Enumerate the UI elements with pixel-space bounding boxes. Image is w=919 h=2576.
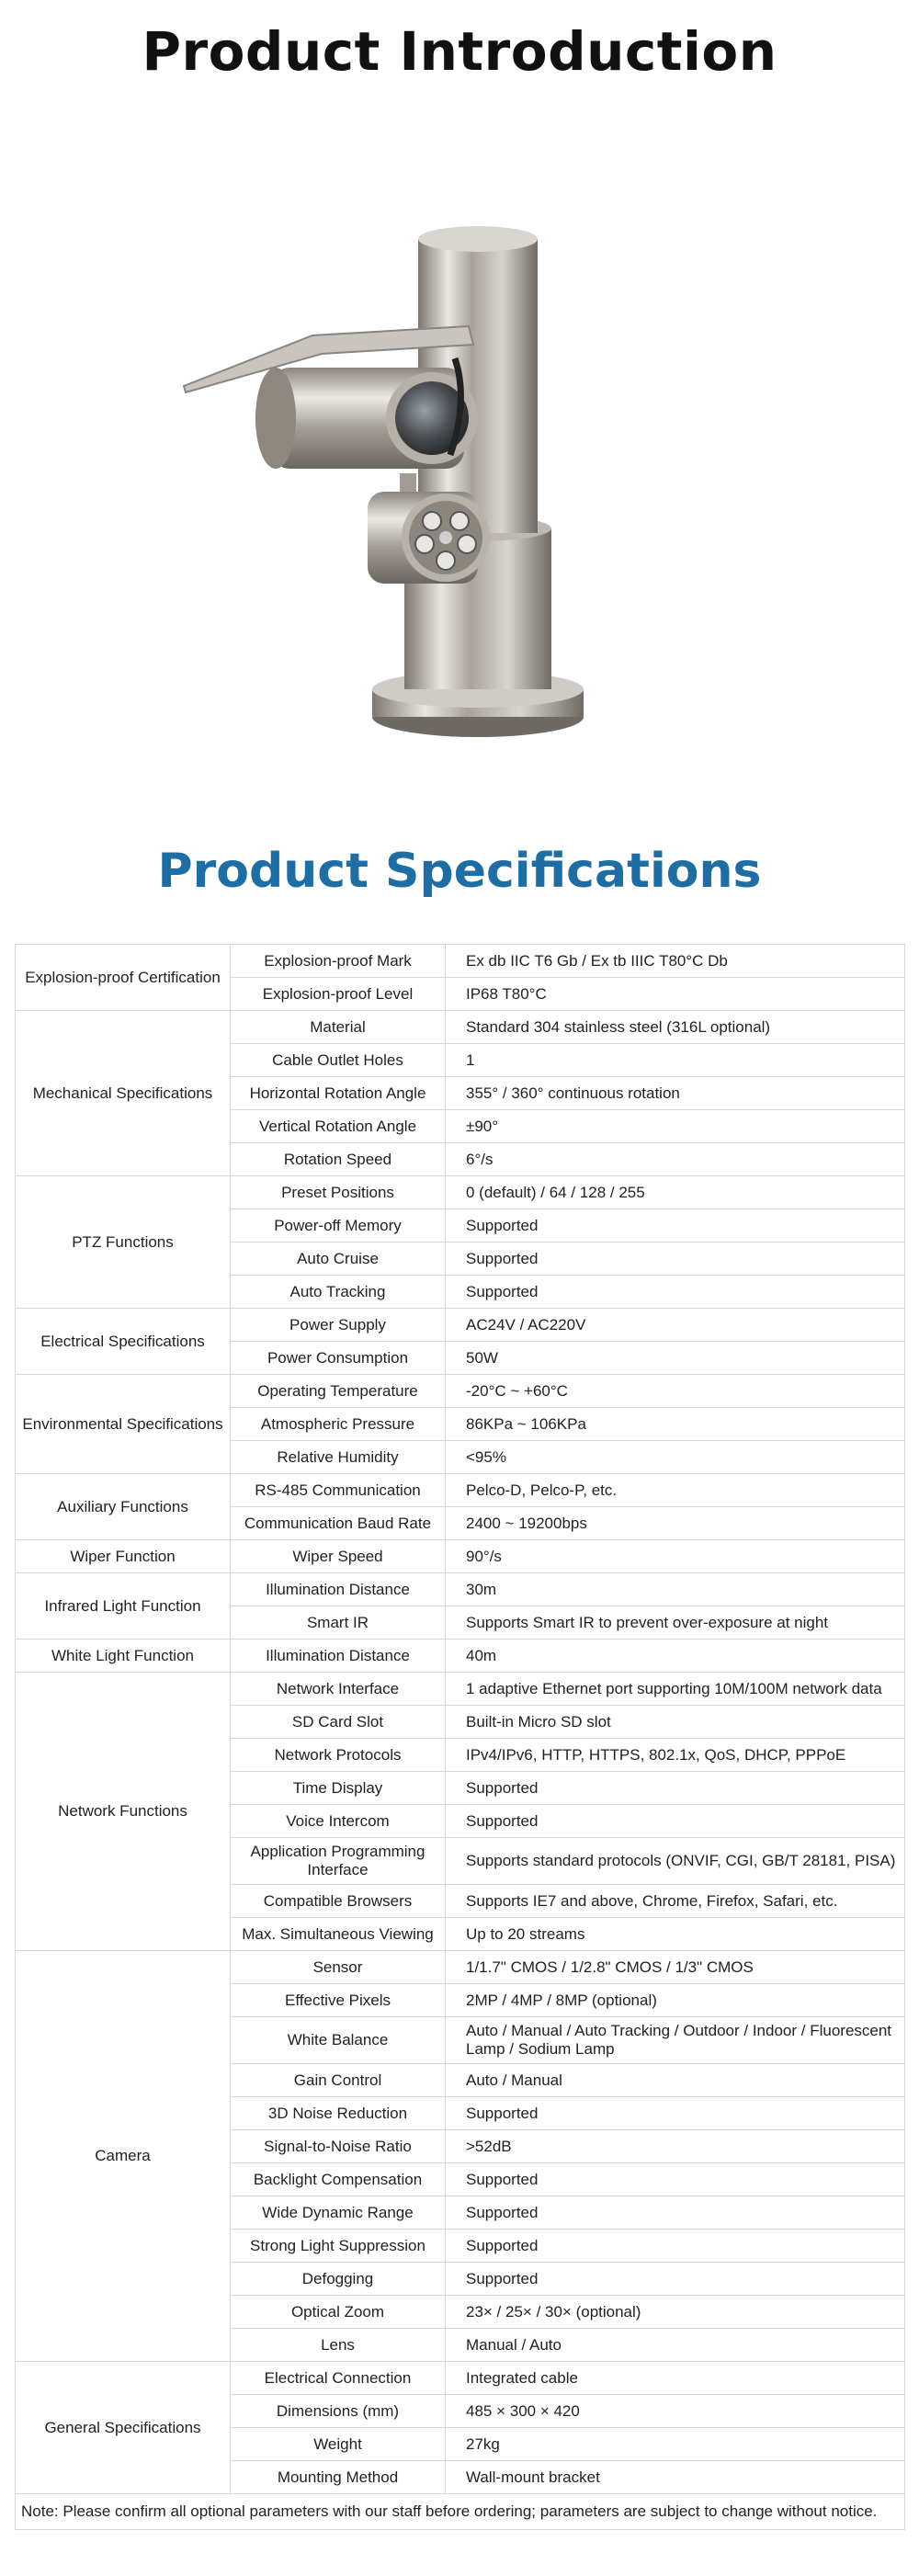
category-cell: Electrical Specifications xyxy=(16,1309,231,1375)
parameter-cell: Rotation Speed xyxy=(231,1143,446,1176)
value-cell: 2400 ~ 19200bps xyxy=(446,1507,905,1540)
category-cell: General Specifications xyxy=(16,2362,231,2494)
value-cell: Supports standard protocols (ONVIF, CGI, GB/T 28181, PISA) xyxy=(446,1838,905,1885)
parameter-cell: Wide Dynamic Range xyxy=(231,2196,446,2230)
parameter-cell: Relative Humidity xyxy=(231,1441,446,1474)
value-cell: Integrated cable xyxy=(446,2362,905,2395)
value-cell: 485 × 300 × 420 xyxy=(446,2395,905,2428)
note-row xyxy=(16,2494,905,2530)
table-row xyxy=(16,1673,905,1706)
camera-product-photo xyxy=(175,179,689,767)
value-cell: IP68 T80°C xyxy=(446,978,905,1011)
value-cell: Pelco-D, Pelco-P, etc. xyxy=(446,1474,905,1507)
category-cell: Network Functions xyxy=(16,1673,231,1951)
table-row xyxy=(16,1640,905,1673)
value-cell: Supported xyxy=(446,1276,905,1309)
category-cell: Environmental Specifications xyxy=(16,1375,231,1474)
parameter-cell: Optical Zoom xyxy=(231,2296,446,2329)
value-cell: 1/1.7" CMOS / 1/2.8" CMOS / 1/3" CMOS xyxy=(446,1951,905,1984)
parameter-cell: Power Supply xyxy=(231,1309,446,1342)
value-cell: 40m xyxy=(446,1640,905,1673)
table-row xyxy=(16,2362,905,2395)
parameter-cell: Max. Simultaneous Viewing xyxy=(231,1918,446,1951)
value-cell: 1 adaptive Ethernet port supporting 10M/100M network data xyxy=(446,1673,905,1706)
category-cell: PTZ Functions xyxy=(16,1176,231,1309)
parameter-cell: Network Interface xyxy=(231,1673,446,1706)
value-cell: AC24V / AC220V xyxy=(446,1309,905,1342)
parameter-cell: SD Card Slot xyxy=(231,1706,446,1739)
parameter-cell: Mounting Method xyxy=(231,2461,446,2494)
parameter-cell: Gain Control xyxy=(231,2064,446,2097)
value-cell: 23× / 25× / 30× (optional) xyxy=(446,2296,905,2329)
category-cell: Explosion-proof Certification xyxy=(16,945,231,1011)
value-cell: Supported xyxy=(446,2196,905,2230)
parameter-cell: Defogging xyxy=(231,2263,446,2296)
value-cell: 86KPa ~ 106KPa xyxy=(446,1408,905,1441)
value-cell: Auto / Manual xyxy=(446,2064,905,2097)
value-cell: Supported xyxy=(446,2163,905,2196)
category-cell: Mechanical Specifications xyxy=(16,1011,231,1176)
parameter-cell: Power Consumption xyxy=(231,1342,446,1375)
value-cell: Supported xyxy=(446,1805,905,1838)
parameter-cell: Illumination Distance xyxy=(231,1573,446,1606)
value-cell: Supported xyxy=(446,2230,905,2263)
parameter-cell: Smart IR xyxy=(231,1606,446,1640)
value-cell: 50W xyxy=(446,1342,905,1375)
table-row xyxy=(16,1375,905,1408)
parameter-cell: Power-off Memory xyxy=(231,1209,446,1243)
table-row xyxy=(16,1474,905,1507)
parameter-cell: Voice Intercom xyxy=(231,1805,446,1838)
parameter-cell: Time Display xyxy=(231,1772,446,1805)
note-text: Note: Please confirm all optional parameters with our staff before ordering; parameters are subject to change without notice. xyxy=(16,2494,905,2530)
spec-table-body xyxy=(16,945,905,2530)
parameter-cell: Weight xyxy=(231,2428,446,2461)
parameter-cell: 3D Noise Reduction xyxy=(231,2097,446,2130)
value-cell: IPv4/IPv6, HTTP, HTTPS, 802.1x, QoS, DHCP, PPPoE xyxy=(446,1739,905,1772)
parameter-cell: Backlight Compensation xyxy=(231,2163,446,2196)
table-row xyxy=(16,1951,905,1984)
value-cell: -20°C ~ +60°C xyxy=(446,1375,905,1408)
table-row xyxy=(16,1309,905,1342)
value-cell: Supports Smart IR to prevent over-exposure at night xyxy=(446,1606,905,1640)
value-cell: 27kg xyxy=(446,2428,905,2461)
value-cell: >52dB xyxy=(446,2130,905,2163)
value-cell: Standard 304 stainless steel (316L optional) xyxy=(446,1011,905,1044)
value-cell: 30m xyxy=(446,1573,905,1606)
category-cell: Wiper Function xyxy=(16,1540,231,1573)
table-row xyxy=(16,1540,905,1573)
value-cell: 6°/s xyxy=(446,1143,905,1176)
category-cell: Auxiliary Functions xyxy=(16,1474,231,1540)
value-cell: Supports IE7 and above, Chrome, Firefox, Safari, etc. xyxy=(446,1885,905,1918)
value-cell: ±90° xyxy=(446,1110,905,1143)
value-cell: 1 xyxy=(446,1044,905,1077)
value-cell: Supported xyxy=(446,2263,905,2296)
parameter-cell: Vertical Rotation Angle xyxy=(231,1110,446,1143)
parameter-cell: Preset Positions xyxy=(231,1176,446,1209)
table-row xyxy=(16,1176,905,1209)
value-cell: Supported xyxy=(446,1772,905,1805)
category-cell: Infrared Light Function xyxy=(16,1573,231,1640)
parameter-cell: Operating Temperature xyxy=(231,1375,446,1408)
category-cell: White Light Function xyxy=(16,1640,231,1673)
value-cell: Ex db IIC T6 Gb / Ex tb IIIC T80°C Db xyxy=(446,945,905,978)
parameter-cell: Communication Baud Rate xyxy=(231,1507,446,1540)
spec-table xyxy=(15,944,905,2530)
parameter-cell: Lens xyxy=(231,2329,446,2362)
parameter-cell: Compatible Browsers xyxy=(231,1885,446,1918)
parameter-cell: Network Protocols xyxy=(231,1739,446,1772)
value-cell: 355° / 360° continuous rotation xyxy=(446,1077,905,1110)
value-cell: Up to 20 streams xyxy=(446,1918,905,1951)
value-cell: Supported xyxy=(446,1209,905,1243)
parameter-cell: Effective Pixels xyxy=(231,1984,446,2017)
value-cell: 2MP / 4MP / 8MP (optional) xyxy=(446,1984,905,2017)
value-cell: <95% xyxy=(446,1441,905,1474)
value-cell: Auto / Manual / Auto Tracking / Outdoor / Indoor / Fluorescent Lamp / Sodium Lamp xyxy=(446,2017,905,2064)
value-cell: Supported xyxy=(446,2097,905,2130)
value-cell: 90°/s xyxy=(446,1540,905,1573)
parameter-cell: Sensor xyxy=(231,1951,446,1984)
parameter-cell: Horizontal Rotation Angle xyxy=(231,1077,446,1110)
intro-title: Product Introduction xyxy=(142,20,777,83)
value-cell: Wall-mount bracket xyxy=(446,2461,905,2494)
parameter-cell: Dimensions (mm) xyxy=(231,2395,446,2428)
parameter-cell: Strong Light Suppression xyxy=(231,2230,446,2263)
parameter-cell: Atmospheric Pressure xyxy=(231,1408,446,1441)
category-cell: Camera xyxy=(16,1951,231,2362)
parameter-cell: Material xyxy=(231,1011,446,1044)
parameter-cell: Explosion-proof Mark xyxy=(231,945,446,978)
parameter-cell: Auto Cruise xyxy=(231,1243,446,1276)
value-cell: Built-in Micro SD slot xyxy=(446,1706,905,1739)
table-row xyxy=(16,1011,905,1044)
value-cell: Supported xyxy=(446,1243,905,1276)
table-row xyxy=(16,1573,905,1606)
spec-title: Product Specifications xyxy=(157,844,762,899)
parameter-cell: Explosion-proof Level xyxy=(231,978,446,1011)
parameter-cell: Illumination Distance xyxy=(231,1640,446,1673)
parameter-cell: Auto Tracking xyxy=(231,1276,446,1309)
parameter-cell: Electrical Connection xyxy=(231,2362,446,2395)
parameter-cell: Wiper Speed xyxy=(231,1540,446,1573)
value-cell: Manual / Auto xyxy=(446,2329,905,2362)
parameter-cell: Cable Outlet Holes xyxy=(231,1044,446,1077)
parameter-cell: Application Programming Interface xyxy=(231,1838,446,1885)
table-row xyxy=(16,945,905,978)
parameter-cell: RS-485 Communication xyxy=(231,1474,446,1507)
parameter-cell: Signal-to-Noise Ratio xyxy=(231,2130,446,2163)
parameter-cell: White Balance xyxy=(231,2017,446,2064)
value-cell: 0 (default) / 64 / 128 / 255 xyxy=(446,1176,905,1209)
